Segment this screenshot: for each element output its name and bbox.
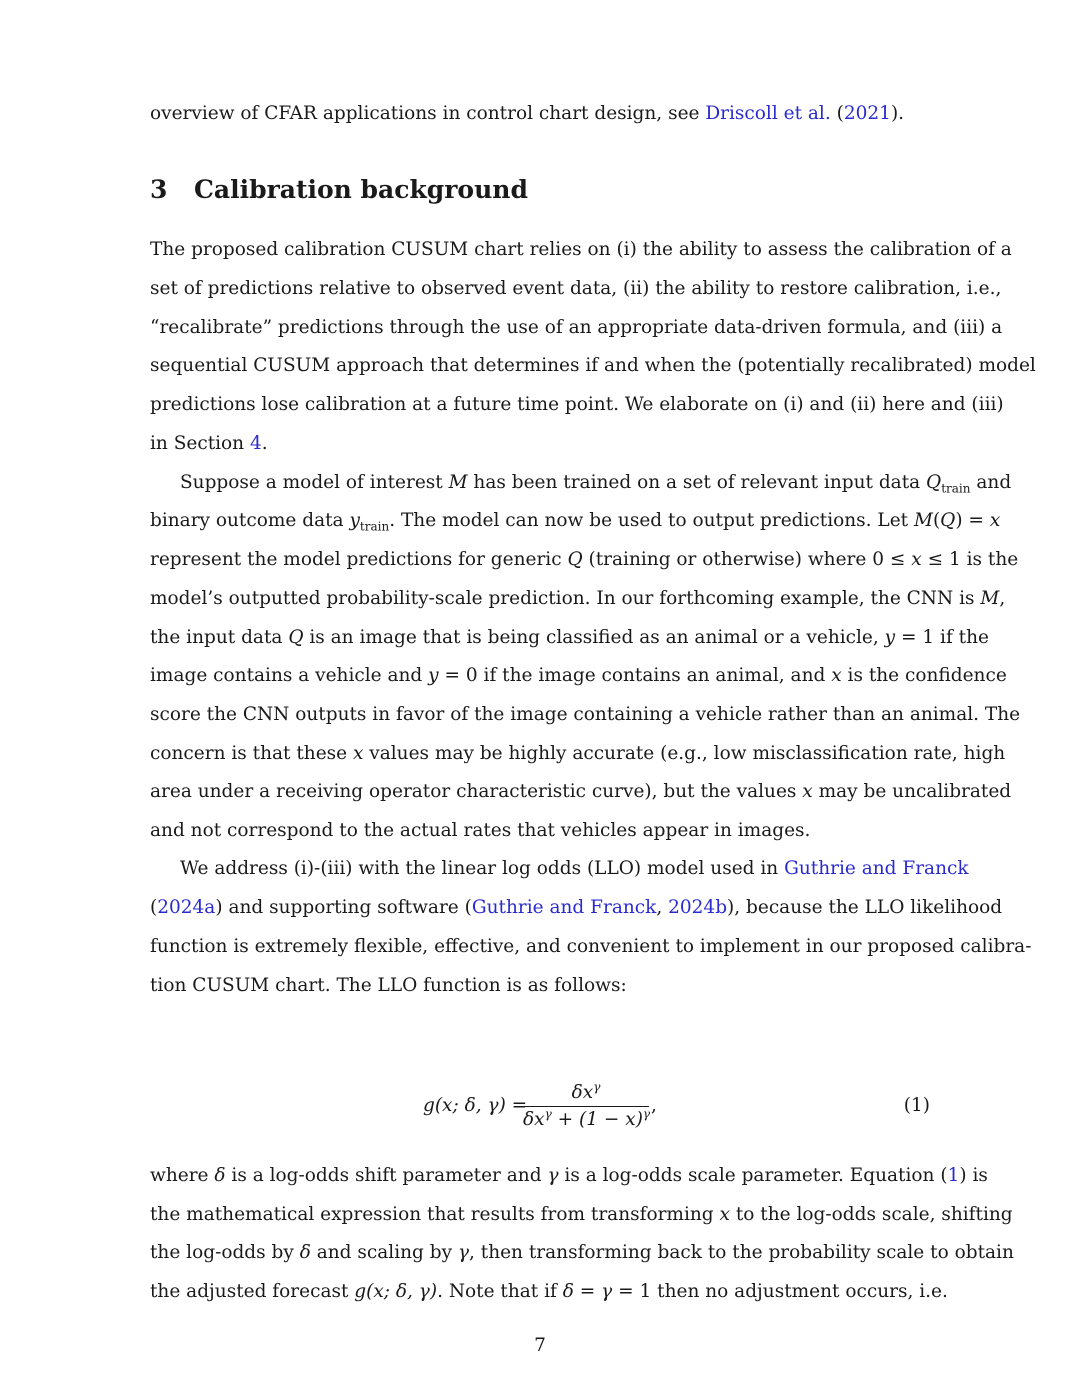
paragraph-4-line: the log-odds by δ and scaling by γ, then transforming back to the probability scale to obtain	[150, 1242, 1014, 1263]
paragraph-1-line: sequential CUSUM approach that determines if and when the (potentially recalibrated) model	[150, 355, 1036, 376]
paragraph-3-line: tion CUSUM chart. The LLO function is as follows:	[150, 975, 627, 996]
paragraph-1-line: “recalibrate” predictions through the use of an appropriate data-driven formula, and (iii) a	[150, 317, 1003, 338]
paragraph-3-line: function is extremely flexible, effective, and convenient to implement in our proposed calibra-	[150, 936, 1032, 957]
citation-year-link[interactable]: 2021	[843, 103, 891, 124]
equation-1: g(x; δ, γ) = $\delta x^\gamma$ $\delta x^\gamma + (1 - x)^\gamma$ , (1)	[423, 1079, 930, 1130]
paragraph-2-line: represent the model predictions for generic Q (training or otherwise) where 0 ≤ x ≤ 1 is the	[150, 549, 1019, 570]
paragraph-3-line: (2024a) and supporting software (Guthrie and Franck, 2024b), because the LLO likelihood	[150, 897, 1003, 918]
citation-link-guthrie[interactable]: Guthrie and Franck	[471, 897, 657, 918]
text-line: overview of CFAR applications in control chart design, see Driscoll et al. (2021).	[150, 103, 905, 124]
equation-ref-link[interactable]: 1	[947, 1165, 960, 1186]
fraction-bar	[523, 1106, 649, 1107]
paragraph-2-line: score the CNN outputs in favor of the image containing a vehicle rather than an animal. The	[150, 704, 1021, 725]
paragraph-2-line: the input data Q is an image that is being classified as an animal or a vehicle, y = 1 if the	[150, 627, 989, 648]
paragraph-4-line: the mathematical expression that results from transforming x to the log-odds scale, shifting	[150, 1204, 1013, 1225]
paragraph-2-line: image contains a vehicle and y = 0 if the image contains an animal, and x is the confidence	[150, 665, 1007, 686]
paragraph-1-line: The proposed calibration CUSUM chart relies on (i) the ability to assess the calibration of a	[150, 239, 1012, 260]
paragraph-1-line: predictions lose calibration at a future time point. We elaborate on (i) and (ii) here and (iii)	[150, 394, 1004, 415]
equation-denominator: $\delta x^\gamma + (1 - x)^\gamma$	[523, 1106, 651, 1130]
paragraph-2-line: area under a receiving operator characteristic curve), but the values x may be uncalibrated	[150, 781, 1012, 802]
paragraph-4-line: where δ is a log-odds shift parameter and γ is a log-odds scale parameter. Equation (1) is	[150, 1165, 988, 1186]
paragraph-2-line: model’s outputted probability-scale prediction. In our forthcoming example, the CNN is M,	[150, 588, 1006, 609]
paragraph-3-line: We address (i)-(iii) with the linear log odds (LLO) model used in Guthrie and Franck	[180, 858, 969, 879]
citation-link-driscoll[interactable]: Driscoll et al.	[705, 103, 831, 124]
equation-lhs: g(x; δ, γ) =	[423, 1095, 528, 1116]
citation-year-link[interactable]: 2024b	[668, 897, 728, 918]
paragraph-4-line: the adjusted forecast g(x; δ, γ). Note that if δ = γ = 1 then no adjustment occurs, i.e.	[150, 1281, 948, 1302]
section-heading	[150, 174, 528, 206]
citation-year-link[interactable]: 2024a	[157, 897, 216, 918]
equation-fraction	[523, 1079, 651, 1131]
section-title: Calibration background	[194, 175, 528, 204]
equation-numerator: $\delta x^\gamma$	[571, 1079, 601, 1103]
section-number: 3	[150, 175, 168, 204]
paragraph-2-line: concern is that these x values may be highly accurate (e.g., low misclassification rate, high	[150, 743, 1006, 764]
page-number: 7	[534, 1335, 546, 1356]
paragraph-2-line: and not correspond to the actual rates that vehicles appear in images.	[150, 820, 811, 841]
citation-link-guthrie[interactable]: Guthrie and Franck	[784, 858, 969, 879]
paragraph-1-line: set of predictions relative to observed event data, (ii) the ability to restore calibration, i.e.,	[150, 278, 1002, 299]
section-ref-link[interactable]: 4	[249, 433, 262, 454]
paragraph-1-line: in Section 4.	[150, 433, 268, 454]
paragraph-2-line: binary outcome data $y_{train}$. The model can now be used to output predictions. Let M(Q) = x	[150, 510, 1001, 534]
paragraph-2-line: Suppose a model of interest M has been trained on a set of relevant input data $Q_{train}$ and	[180, 472, 1012, 496]
equation-number: (1)	[903, 1095, 930, 1116]
